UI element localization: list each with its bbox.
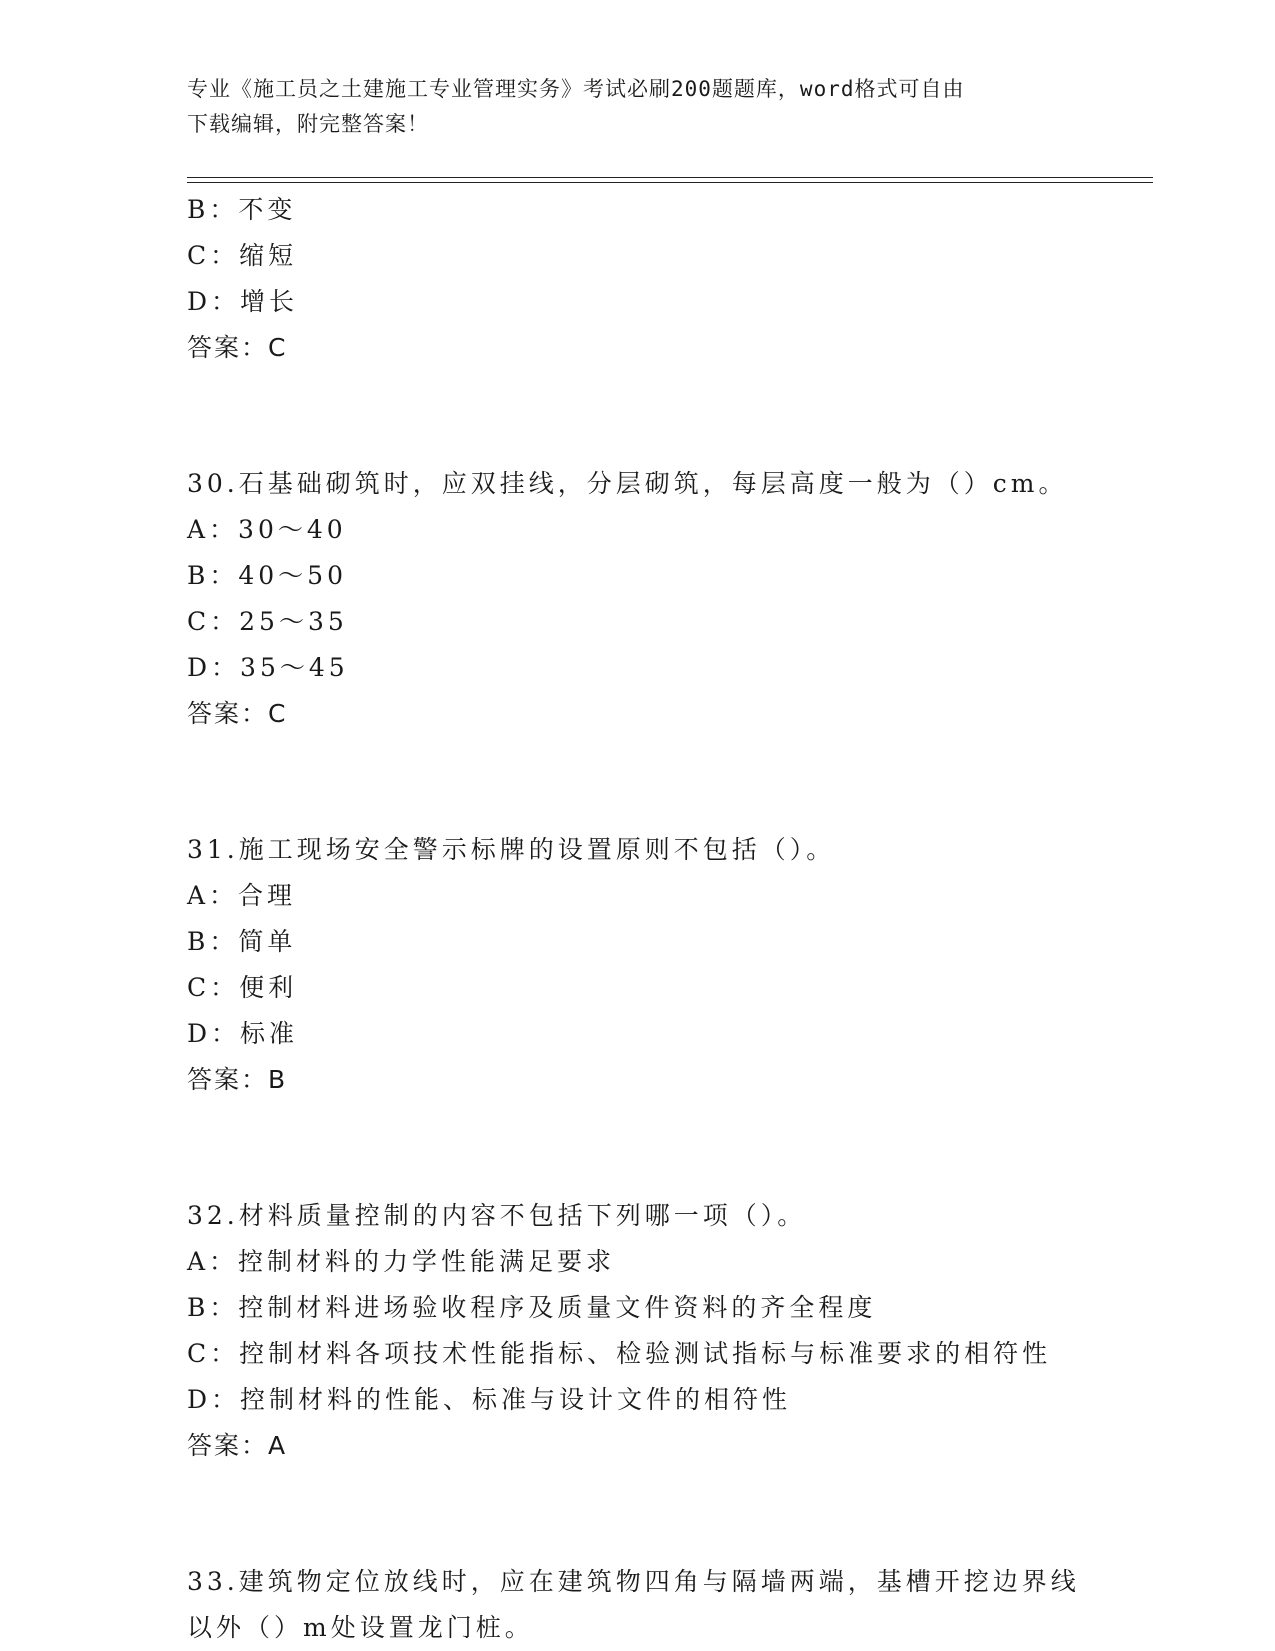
- header-divider-bottom: [187, 182, 1153, 183]
- option-d: D：控制材料的性能、标准与设计文件的相符性: [187, 1385, 792, 1414]
- header-line-2: 下载编辑，附完整答案！: [187, 112, 429, 136]
- question-stem: 33.建筑物定位放线时，应在建筑物四角与隔墙两端，基槽开挖边界线以外（）m处设置龙门桩。: [187, 1567, 1080, 1642]
- question-30: [187, 461, 1153, 737]
- option-b: B：40～50: [187, 561, 347, 590]
- option-d: D：35～45: [187, 653, 349, 682]
- option-b: B：简单: [187, 927, 297, 956]
- question-31: [187, 827, 1153, 1103]
- answer: 答案：C: [187, 699, 288, 728]
- header-line-1: 专业《施工员之土建施工专业管理实务》考试必刷200题题库，word格式可自由: [187, 77, 965, 101]
- option-d: D：增长: [187, 287, 299, 316]
- answer: 答案：C: [187, 333, 288, 362]
- document-header: [187, 72, 1067, 142]
- question-stem: 30.石基础砌筑时，应双挂线，分层砌筑，每层高度一般为（）cm。: [187, 469, 1068, 498]
- question-stem: 32.材料质量控制的内容不包括下列哪一项（）。: [187, 1201, 807, 1230]
- option-c: C：缩短: [187, 241, 298, 270]
- option-c: C：便利: [187, 973, 298, 1002]
- question-stem: 31.施工现场安全警示标牌的设置原则不包括（）。: [187, 835, 836, 864]
- option-c: C：控制材料各项技术性能指标、检验测试指标与标准要求的相符性: [187, 1339, 1052, 1368]
- option-b: B：控制材料进场验收程序及质量文件资料的齐全程度: [187, 1293, 877, 1322]
- header-divider-top: [187, 177, 1153, 178]
- option-c: C：25～35: [187, 607, 348, 636]
- question-33: [187, 1559, 1153, 1651]
- option-d: D：标准: [187, 1019, 299, 1048]
- option-a: A：合理: [187, 881, 297, 910]
- question-32: [187, 1193, 1153, 1469]
- option-a: A：30～40: [187, 515, 347, 544]
- question-content: [187, 187, 1153, 1651]
- option-b: B：不变: [187, 195, 297, 224]
- option-a: A：控制材料的力学性能满足要求: [187, 1247, 616, 1276]
- answer: 答案：B: [187, 1065, 288, 1094]
- question-29: [187, 187, 1153, 371]
- answer: 答案：A: [187, 1431, 288, 1460]
